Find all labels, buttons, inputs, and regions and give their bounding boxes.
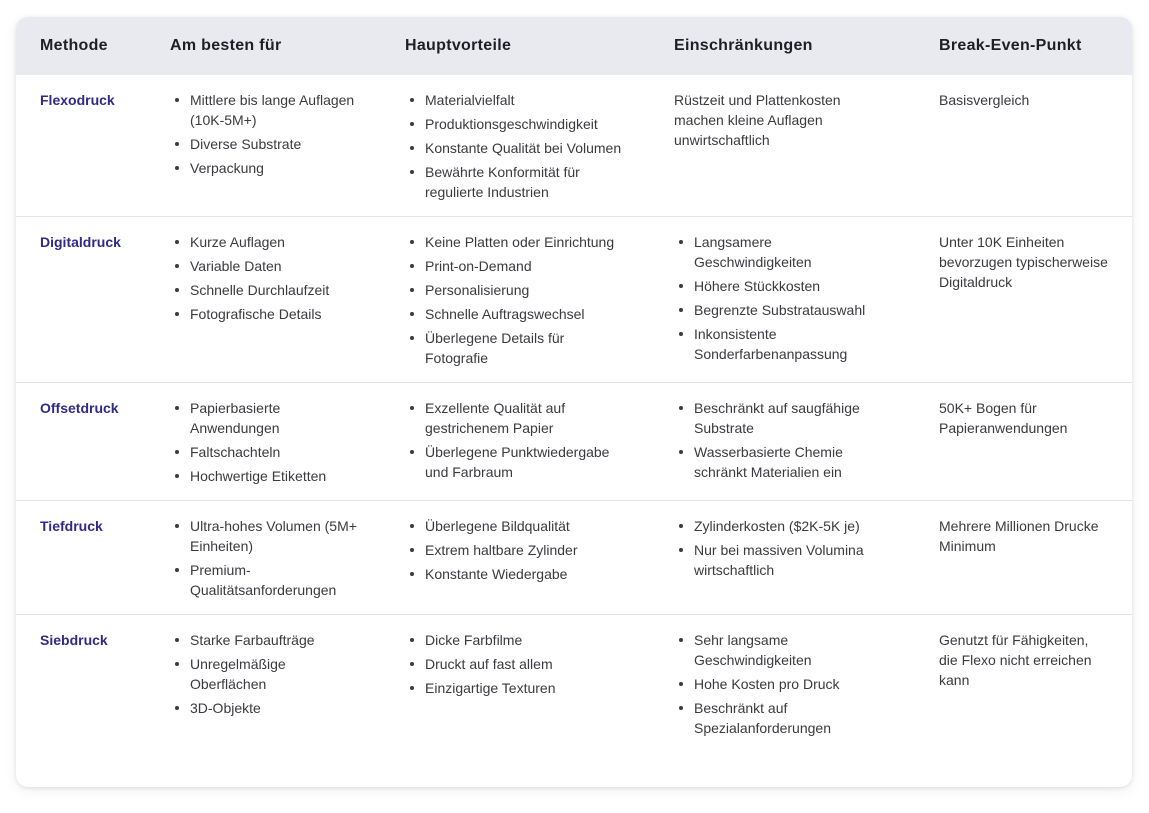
- advantages-list: [405, 630, 626, 698]
- method-name: Tiefdruck: [16, 501, 146, 615]
- header-row: [16, 17, 1132, 75]
- break-even-cell: 50K+ Bogen für Papieranwendungen: [915, 383, 1132, 501]
- list-item: Faltschachteln: [190, 442, 357, 462]
- best-for-cell: [146, 75, 381, 217]
- limitations-list: [674, 232, 891, 364]
- list-item: Starke Farbaufträge: [190, 630, 357, 650]
- advantages-list: [405, 516, 626, 584]
- best-for-list: [170, 398, 357, 486]
- list-item: Konstante Wiedergabe: [425, 564, 626, 584]
- list-item: Überlegene Details für Fotografie: [425, 328, 626, 368]
- list-item: Verpackung: [190, 158, 357, 178]
- list-item: 3D-Objekte: [190, 698, 357, 718]
- best-for-cell: [146, 217, 381, 383]
- list-item: Konstante Qualität bei Volumen: [425, 138, 626, 158]
- best-for-cell: [146, 615, 381, 753]
- list-item: Papierbasierte Anwendungen: [190, 398, 357, 438]
- advantages-cell: [381, 501, 650, 615]
- header-einschraenkungen: Einschränkungen: [674, 37, 813, 54]
- advantages-list: [405, 232, 626, 368]
- advantages-cell: [381, 75, 650, 217]
- limitations-list: [674, 398, 891, 482]
- best-for-list: [170, 232, 357, 324]
- list-item: Personalisierung: [425, 280, 626, 300]
- limitations-cell: [650, 383, 915, 501]
- limitations-cell: [650, 75, 915, 217]
- list-item: Materialvielfalt: [425, 90, 626, 110]
- table-body: [16, 75, 1132, 752]
- list-item: Beschränkt auf saugfähige Substrate: [694, 398, 891, 438]
- method-name: Siebdruck: [16, 615, 146, 753]
- list-item: Diverse Substrate: [190, 134, 357, 154]
- list-item: Höhere Stückkosten: [694, 276, 891, 296]
- table-row: [16, 383, 1132, 501]
- best-for-list: [170, 90, 357, 178]
- list-item: Nur bei massiven Volumina wirtschaftlich: [694, 540, 891, 580]
- list-item: Print-on-Demand: [425, 256, 626, 276]
- break-even-cell: Genutzt für Fähigkeiten, die Flexo nicht erreichen kann: [915, 615, 1132, 753]
- list-item: Exzellente Qualität auf gestrichenem Papier: [425, 398, 626, 438]
- limitations-cell: [650, 501, 915, 615]
- list-item: Kurze Auflagen: [190, 232, 357, 252]
- table-header: [16, 17, 1132, 75]
- header-am-besten-fuer: Am besten für: [170, 37, 282, 54]
- limitations-cell: [650, 615, 915, 753]
- advantages-cell: [381, 383, 650, 501]
- limitations-text: Rüstzeit und Plattenkosten machen kleine Auflagen unwirtschaftlich: [674, 92, 841, 148]
- method-name: Offsetdruck: [16, 383, 146, 501]
- best-for-list: [170, 630, 357, 718]
- list-item: Fotografische Details: [190, 304, 357, 324]
- list-item: Dicke Farbfilme: [425, 630, 626, 650]
- list-item: Sehr langsame Geschwindigkeiten: [694, 630, 891, 670]
- list-item: Beschränkt auf Spezialanforderungen: [694, 698, 891, 738]
- list-item: Druckt auf fast allem: [425, 654, 626, 674]
- break-even-cell: Basisvergleich: [939, 92, 1030, 108]
- printing-methods-table: [16, 17, 1132, 752]
- method-name: Digitaldruck: [16, 217, 146, 383]
- list-item: Extrem haltbare Zylinder: [425, 540, 626, 560]
- best-for-cell: [146, 383, 381, 501]
- method-name: Flexodruck: [40, 92, 115, 108]
- list-item: Überlegene Bildqualität: [425, 516, 626, 536]
- table-row: [16, 615, 1132, 753]
- comparison-card: [16, 17, 1132, 787]
- list-item: Einzigartige Texturen: [425, 678, 626, 698]
- table-row: [16, 75, 1132, 217]
- list-item: Überlegene Punktwiedergabe und Farbraum: [425, 442, 626, 482]
- list-item: Keine Platten oder Einrichtung: [425, 232, 626, 252]
- list-item: Variable Daten: [190, 256, 357, 276]
- list-item: Hochwertige Etiketten: [190, 466, 357, 486]
- list-item: Unregelmäßige Oberflächen: [190, 654, 357, 694]
- list-item: Zylinderkosten ($2K-5K je): [694, 516, 891, 536]
- advantages-cell: [381, 217, 650, 383]
- limitations-list: [674, 630, 891, 738]
- limitations-cell: [650, 217, 915, 383]
- break-even-cell: Mehrere Millionen Drucke Minimum: [915, 501, 1132, 615]
- list-item: Schnelle Auftragswechsel: [425, 304, 626, 324]
- advantages-list: [405, 90, 626, 202]
- list-item: Ultra-hohes Volumen (5M+ Einheiten): [190, 518, 357, 554]
- list-item: Mittlere bis lange Auflagen (10K-5M+): [190, 90, 357, 130]
- list-item: Bewährte Konformität für regulierte Industrien: [425, 162, 626, 202]
- header-hauptvorteile: Hauptvorteile: [405, 37, 512, 54]
- list-item: Inkonsistente Sonderfarbenanpassung: [694, 324, 891, 364]
- best-for-list: [170, 516, 357, 600]
- table-row: [16, 501, 1132, 615]
- best-for-cell: [146, 501, 381, 615]
- list-item: Wasserbasierte Chemie schränkt Materialien ein: [694, 442, 891, 482]
- break-even-cell: Unter 10K Einheiten bevorzugen typischerweise Digitaldruck: [915, 217, 1132, 383]
- advantages-list: [405, 398, 626, 482]
- header-break-even-punkt: Break-Even-Punkt: [939, 37, 1082, 54]
- advantages-cell: [381, 615, 650, 753]
- list-item: Premium-Qualitätsanforderungen: [190, 560, 357, 600]
- list-item: Hohe Kosten pro Druck: [694, 674, 891, 694]
- list-item: Langsamere Geschwindigkeiten: [694, 232, 891, 272]
- list-item: Schnelle Durchlaufzeit: [190, 280, 357, 300]
- header-methode: Methode: [40, 37, 108, 54]
- list-item: Begrenzte Substratauswahl: [694, 300, 891, 320]
- limitations-list: [674, 516, 891, 580]
- list-item: Produktionsgeschwindigkeit: [425, 114, 626, 134]
- table-row: [16, 217, 1132, 383]
